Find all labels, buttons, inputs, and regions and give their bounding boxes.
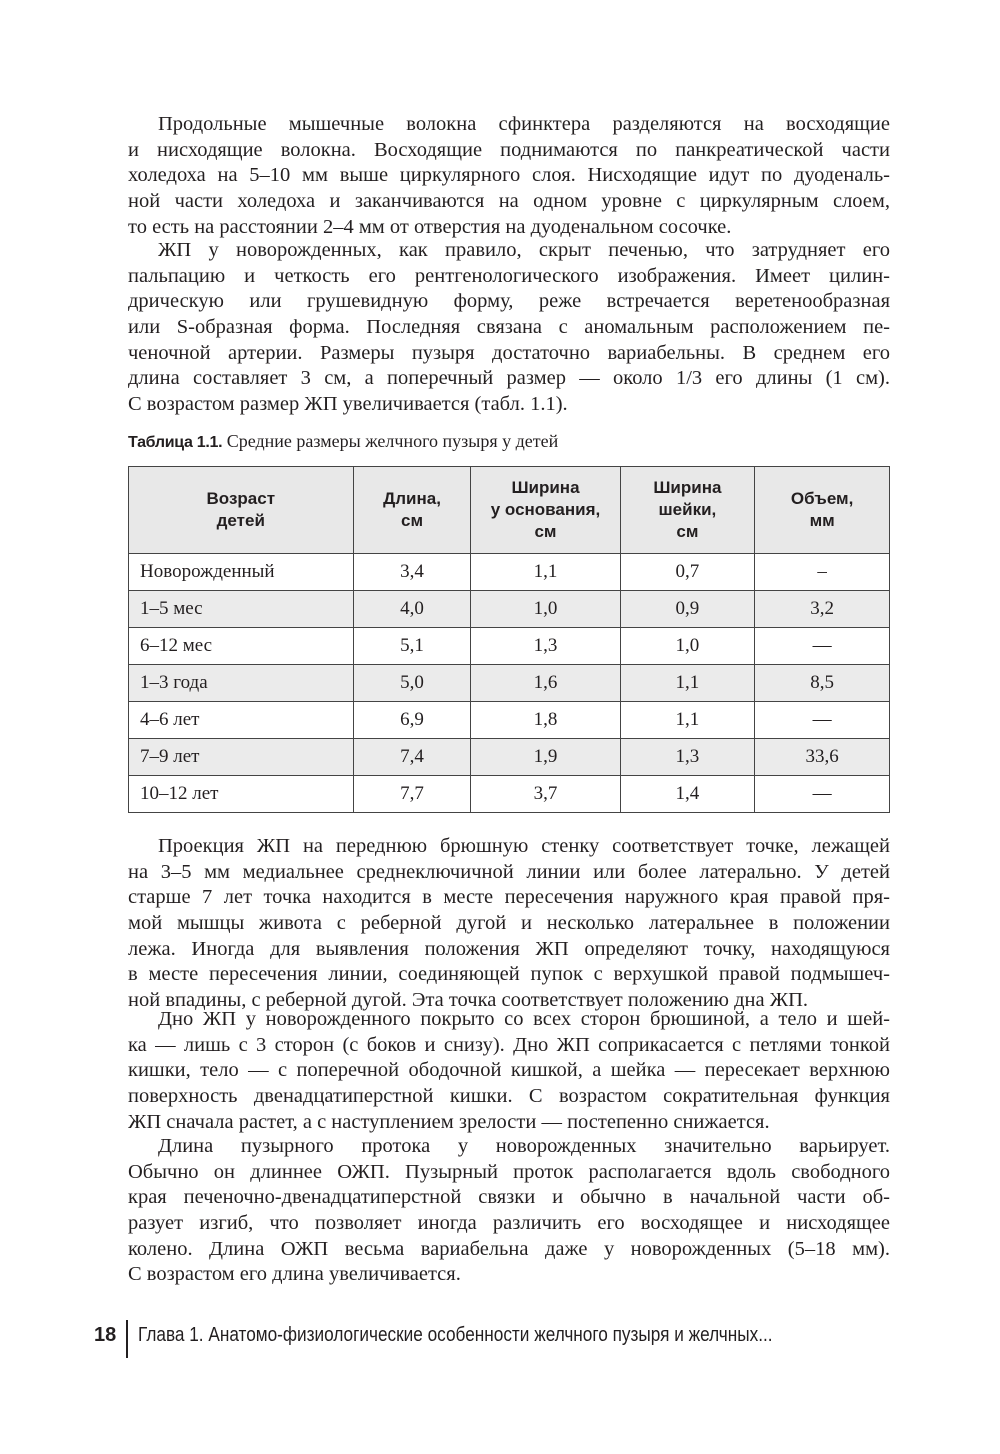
age-cell: 4–6 лет [129, 702, 354, 739]
column-header-line: шейки, [658, 500, 717, 519]
value-cell: 33,6 [755, 739, 890, 776]
text-line: и нисходящие волокна. Восходящие поднимаются по панкреатической части [128, 138, 890, 161]
column-header-line: Объем, [790, 489, 854, 508]
table-row [129, 628, 890, 665]
table-caption-label: Таблица 1.1. [128, 434, 223, 451]
column-header-line: детей [216, 511, 265, 530]
text-line: С возрастом его длина увеличивается. [128, 1263, 461, 1286]
value-cell: – [755, 554, 890, 591]
text-line: края печеночно-двенадцатиперстной связки и обычно в начальной части об- [128, 1186, 890, 1209]
value-cell: 8,5 [755, 665, 890, 702]
value-cell: — [755, 702, 890, 739]
age-cell: 1–3 года [129, 665, 354, 702]
paragraph-1 [128, 112, 890, 240]
column-header-line: см [676, 522, 699, 541]
text-line: Обычно он длиннее ОЖП. Пузырный проток располагается вдоль свободного [128, 1160, 890, 1183]
value-cell: 3,2 [755, 591, 890, 628]
text-line: мой мышцы живота с реберной дугой и несколько латеральнее в положении [128, 912, 890, 935]
text-line: С возрастом размер ЖП увеличивается (табл. 1.1). [128, 393, 568, 416]
text-line: лежа. Иногда для выявления положения ЖП определяют точку, находящуюся [128, 937, 890, 960]
value-cell: 1,8 [471, 702, 620, 739]
value-cell: 1,3 [620, 739, 755, 776]
text-line: ченочной артерии. Размеры пузыря достаточно вариабельны. В среднем его [128, 341, 890, 364]
value-cell: 3,4 [353, 554, 471, 591]
value-cell: 1,1 [620, 702, 755, 739]
text-line: ЖП у новорожденных, как правило, скрыт печенью, что затрудняет его [158, 239, 890, 261]
column-header [620, 467, 755, 554]
text-line: Продольные мышечные волокна сфинктера разделяются на восходящие [158, 113, 890, 135]
text-line: пальпацию и четкость его рентгенологического изображения. Имеет цилин- [128, 264, 890, 287]
value-cell: 6,9 [353, 702, 471, 739]
column-header-line: Ширина [511, 478, 580, 497]
text-line: то есть на расстоянии 2–4 мм от отверстия на дуоденальном сосочке. [128, 215, 732, 238]
text-line: ной впадины, с реберной дугой. Эта точка соответствует положению дна ЖП. [128, 989, 809, 1012]
table-header-row [129, 467, 890, 554]
value-cell: 5,0 [353, 665, 471, 702]
table-row [129, 739, 890, 776]
paragraph-3 [128, 834, 890, 1014]
text-line: Длина пузырного протока у новорожденных значительно варьирует. [158, 1135, 890, 1157]
paragraph-2 [128, 238, 890, 418]
paragraph-5 [128, 1134, 890, 1288]
paragraph-4 [128, 1007, 890, 1135]
text-line: или S-образная форма. Последняя связана с аномальным расположением пе- [128, 316, 890, 339]
table-caption [128, 428, 558, 456]
value-cell: 3,7 [471, 776, 620, 813]
age-cell: 6–12 мес [129, 628, 354, 665]
running-title: Глава 1. Анатомо-физиологические особенности желчного пузыря и желчных... [138, 1324, 773, 1346]
text-line: разует изгиб, что позволяет иногда различить его восходящее и нисходящее [128, 1212, 890, 1235]
value-cell: 1,1 [620, 665, 755, 702]
value-cell: 1,0 [471, 591, 620, 628]
page-number: 18 [94, 1324, 117, 1346]
age-cell: 7–9 лет [129, 739, 354, 776]
value-cell: 1,9 [471, 739, 620, 776]
text-line: ной части холедоха и заканчиваются на одном уровне с циркулярным слоем, [128, 190, 890, 213]
value-cell: 1,6 [471, 665, 620, 702]
value-cell: 1,1 [471, 554, 620, 591]
table-row [129, 776, 890, 813]
text-line: кишки, тело — с поперечной ободочной кишкой, а шейка — пересекает верхнюю [128, 1059, 890, 1082]
text-line: старше 7 лет точка находится в месте пересечения наружного края правой пря- [128, 886, 890, 909]
column-header [471, 467, 620, 554]
text-line: ка — лишь с 3 сторон (с боков и снизу). Дно ЖП соприкасается с петлями тонкой [128, 1033, 890, 1056]
column-header-line: у основания, [490, 500, 601, 519]
text-line: Проекция ЖП на переднюю брюшную стенку соответствует точке, лежащей [158, 835, 890, 857]
text-line: длина составляет 3 см, а поперечный размер — около 1/3 его длины (1 см). [128, 367, 890, 390]
value-cell: — [755, 628, 890, 665]
value-cell: 7,7 [353, 776, 471, 813]
table-row [129, 665, 890, 702]
text-line: холедоха на 5–10 мм выше циркулярного слоя. Нисходящие идут по дуоденаль- [128, 164, 890, 187]
gallbladder-size-table [128, 466, 890, 813]
value-cell: 1,3 [471, 628, 620, 665]
column-header [353, 467, 471, 554]
text-line: ЖП сначала растет, а с наступлением зрелости — постепенно снижается. [128, 1110, 770, 1133]
value-cell: 0,9 [620, 591, 755, 628]
column-header-line: Ширина [653, 478, 722, 497]
text-line: Дно ЖП у новорожденного покрыто со всех сторон брюшиной, а тело и шей- [158, 1008, 890, 1030]
value-cell: 4,0 [353, 591, 471, 628]
text-line: в месте пересечения линии, соединяющей пупок с верхушкой правой подмышеч- [128, 963, 890, 986]
value-cell: 5,1 [353, 628, 471, 665]
column-header [755, 467, 890, 554]
value-cell: — [755, 776, 890, 813]
age-cell: 1–5 мес [129, 591, 354, 628]
value-cell: 1,4 [620, 776, 755, 813]
text-line: колено. Длина ОЖП весьма вариабельна даже у новорожденных (5–18 мм). [128, 1237, 890, 1260]
text-line: дрическую или грушевидную форму, реже встречается веретенообразная [128, 290, 890, 313]
column-header [129, 467, 354, 554]
table-row [129, 702, 890, 739]
value-cell: 7,4 [353, 739, 471, 776]
footer-divider [126, 1320, 128, 1358]
column-header-line: Длина, [383, 489, 441, 508]
column-header-line: мм [809, 511, 835, 530]
table-caption-text: Средние размеры желчного пузыря у детей [222, 431, 559, 451]
value-cell: 1,0 [620, 628, 755, 665]
text-line: поверхность двенадцатиперстной кишки. С возрастом сократительная функция [128, 1085, 890, 1108]
column-header-line: см [534, 522, 557, 541]
column-header-line: Возраст [206, 489, 276, 508]
table-row [129, 591, 890, 628]
age-cell: 10–12 лет [129, 776, 354, 813]
text-line: на 3–5 мм медиальнее среднеключичной линии или более латерально. У детей [128, 860, 890, 883]
age-cell: Новорожденный [129, 554, 354, 591]
value-cell: 0,7 [620, 554, 755, 591]
column-header-line: см [401, 511, 424, 530]
table-row [129, 554, 890, 591]
